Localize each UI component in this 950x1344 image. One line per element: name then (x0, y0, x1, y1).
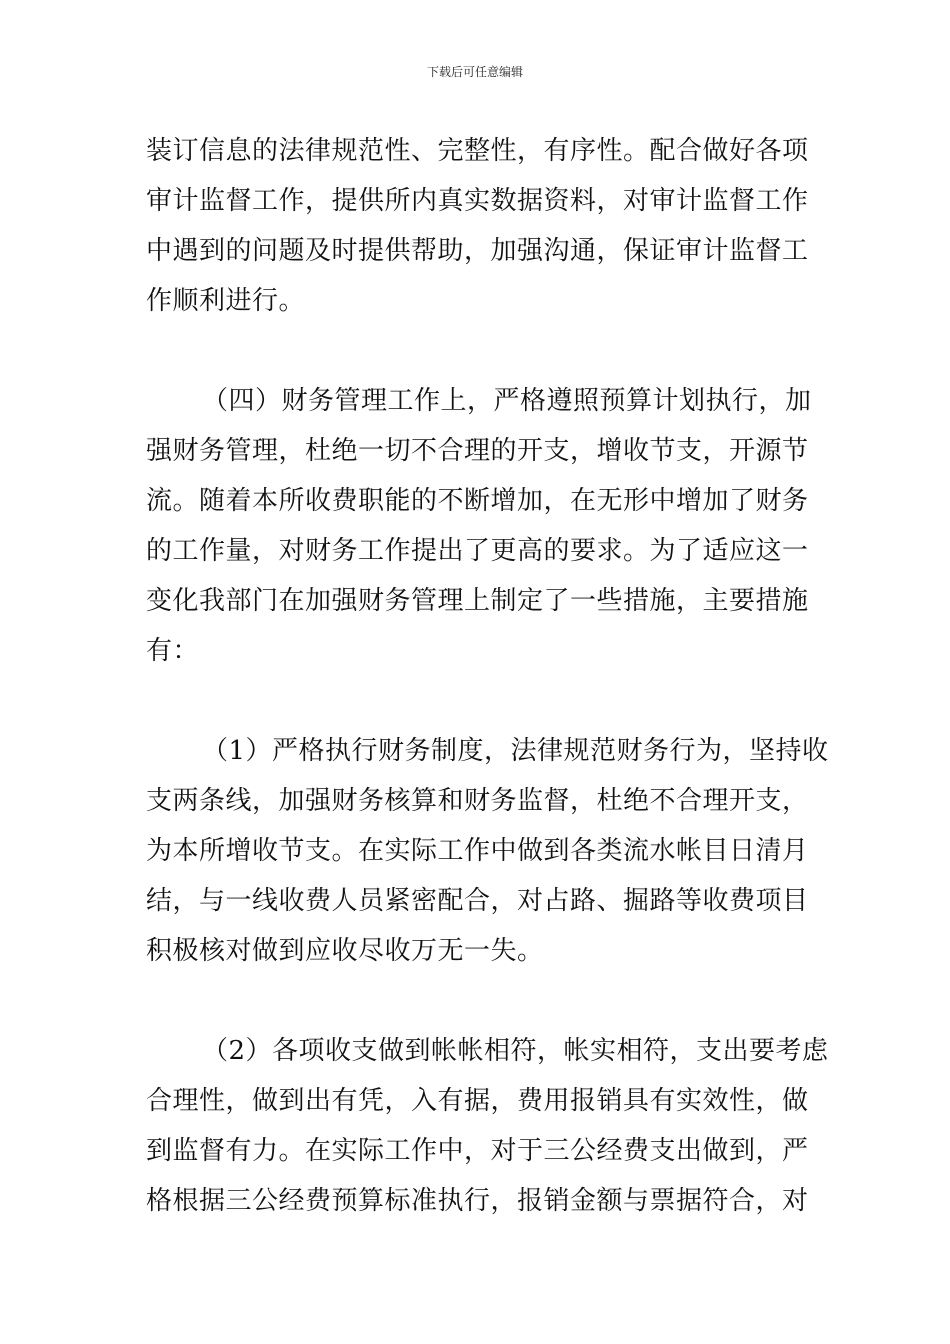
text-line: （2）各项收支做到帐帐相符，帐实相符，支出要考虑 (202, 1036, 829, 1066)
paragraph-measure-2 (146, 1026, 829, 1226)
text-line: 的工作量，对财务工作提出了更高的要求。为了适应这一 (146, 536, 809, 566)
text-line: 变化我部门在加强财务管理上制定了一些措施，主要措施 (146, 586, 809, 616)
paragraph-audit-cooperation (146, 126, 809, 326)
text-line: 审计监督工作，提供所内真实数据资料，对审计监督工作 (146, 186, 809, 216)
text-line: 流。随着本所收费职能的不断增加，在无形中增加了财务 (146, 486, 809, 516)
text-line: 中遇到的问题及时提供帮助，加强沟通，保证审计监督工 (146, 236, 809, 266)
paragraph-spacer (146, 976, 806, 1026)
text-line: 合理性，做到出有凭，入有据，费用报销具有实效性，做 (146, 1086, 809, 1116)
text-line: 有： (146, 636, 200, 666)
text-line: 积极核对做到应收尽收万无一失。 (146, 936, 544, 966)
paragraph-spacer (146, 676, 806, 726)
document-body (146, 126, 829, 1226)
page-header: 下载后可任意编辑 (426, 65, 523, 79)
text-line: （1）严格执行财务制度，法律规范财务行为，坚持收 (202, 736, 829, 766)
text-line: 装订信息的法律规范性、完整性，有序性。配合做好各项 (146, 136, 809, 166)
text-line: 到监督有力。在实际工作中，对于三公经费支出做到，严 (146, 1136, 809, 1166)
text-line: 强财务管理，杜绝一切不合理的开支，增收节支，开源节 (146, 436, 809, 466)
text-line: 支两条线，加强财务核算和财务监督，杜绝不合理开支， (146, 786, 809, 816)
text-line: 格根据三公经费预算标准执行，报销金额与票据符合，对 (146, 1186, 809, 1216)
paragraph-financial-management (146, 376, 812, 676)
text-line: 作顺利进行。 (146, 286, 306, 316)
text-line: 结，与一线收费人员紧密配合，对占路、掘路等收费项目 (146, 886, 809, 916)
paragraph-measure-1 (146, 726, 829, 976)
paragraph-spacer (146, 326, 806, 376)
text-line: （四）财务管理工作上，严格遵照预算计划执行，加 (202, 386, 812, 416)
text-line: 为本所增收节支。在实际工作中做到各类流水帐目日清月 (146, 836, 809, 866)
